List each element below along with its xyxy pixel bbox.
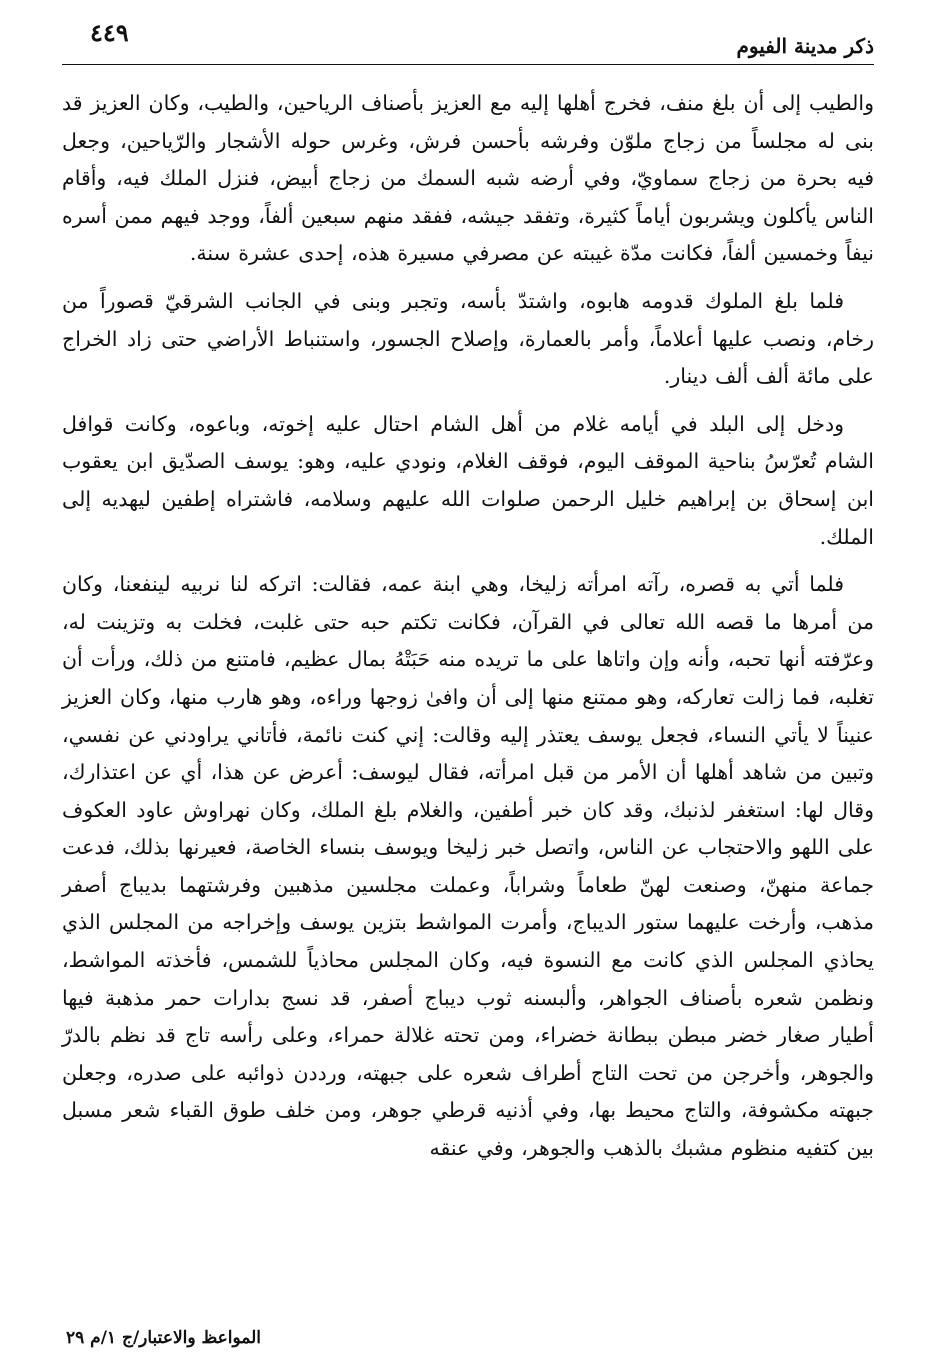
paragraph: ودخل إلى البلد في أيامه غلام من أهل الشام احتال عليه إخوته، وباعوه، وكانت قوافل الشام تُعرّسُ بناحية الموقف اليوم، فوقف الغلام، ونودي عليه، وهو: يوسف الصدّيق ابن يعقوب ابن إسحاق بن إبراهيم خليل الرحمن صلوات الله عليهم وسلامه، فاشتراه إطفين ليهديه إلى الملك.	[62, 411, 874, 549]
page-number: ٤٤٩	[90, 18, 129, 47]
signature-footer: المواعظ والاعتبار/ج ١/م ٢٩	[66, 1328, 262, 1348]
paragraph: فلما أتي به قصره، رآته امرأته زليخا، وهي ابنة عمه، فقالت: اتركه لنا نربيه لينفعنا، وكان من أمرها ما قصه الله تعالى في القرآن، فكانت تكتم حبه حتى غلبت، فخلت به وتزينت له، وعرّفته أنها تحبه، وأنه وإن واتاها على ما تريده منه حَبَتْهُ بمال عظيم، فامتنع من ذلك، ورأت أن تغلبه، فما زالت تعاركه، وهو ممتنع منها إلى أن وافىٰ زوجها وراءه، وهو هارب منها، وكان العزيز عنيناً لا يأتي النساء، فجعل يوسف يعتذر إليه وقالت: إني كنت نائمة، فأتاني يراودني عن نفسي، وتبين من شاهد أهلها أن الأمر من قبل امرأته، فقال ليوسف: أعرض عن هذا، أي عن اعتذارك، وقال لها: استغفر لذنبك، وقد كان خبر أطفين، والغلام بلغ الملك، وكان نهراوش عاود العكوف على اللهو والاحتجاب عن الناس، واتصل خبر زليخا ويوسف بنساء الخاصة، فعيرنها بذلك، فدعت جماعة منهنّ، وصنعت لهنّ طعاماً وشراباً، وعملت مجلسين مذهبين وفرشتهما بديباج أصفر مذهب، وأرخت عليهما ستور الديباج، وأمرت المواشط بتزين يوسف وإخراجه من المجلس الذي يحاذي المجلس الذي كانت مع النسوة فيه، وكان المجلس محاذياً للشمس، فأخذته المواشط، ونظمن شعره بأصناف الجواهر، وألبسنه ثوب ديباج أصفر، قد نسج بدارات حمر مذهبة فيها أطيار صغار خضر مبطن ببطانة خضراء، ومن تحته غلالة حمراء، وعلى رأسه تاج قد نظم بالدرّ والجوهر، وأخرجن من تحت التاج أطراف شعره على جبهته، ورددن ذوائبه على صدره، وجعلن جبهته مكشوفة، والتاج محيط بها، وفي أذنيه قرطي جوهر، ومن خلف طوق القباء شعر مسبل بين كتفيه منظوم مشبك بالذهب والجوهر، وفي عنقه	[62, 572, 874, 1161]
paragraph: فلما بلغ الملوك قدومه هابوه، واشتدّ بأسه، وتجبر وبنى في الجانب الشرقيّ قصوراً من رخام، ونصب عليها أعلاماً، وأمر بالعمارة، وإصلاح الجسور، واستنباط الأراضي حتى زاد الخراج على مائة ألف ألف دينار.	[62, 288, 874, 389]
running-head	[62, 14, 874, 65]
book-page	[62, 14, 874, 1354]
body-text	[62, 85, 874, 1168]
paragraph: والطيب إلى أن بلغ منف، فخرج أهلها إليه مع العزيز بأصناف الرياحين، والطيب، وكان العزيز قد بنى له مجلساً من زجاج ملوّن وفرشه بأحسن فرش، وغرس حوله الأشجار والرّياحين، وجعل فيه بحرة من زجاج سماويّ، وفي أرضه شبه السمك من زجاج أبيض، فنزل الملك فيه، وأقام الناس يأكلون ويشربون أياماً كثيرة، وتفقد جيشه، ففقد منهم سبعين ألفاً، ووجد فيهم ممن أسره نيفاً وخمسين ألفاً، فكانت مدّة غيبته عن مصرفي مسيرة هذه، إحدى عشرة سنة.	[62, 91, 874, 266]
running-title: ذكر مدينة الفيوم	[736, 34, 874, 58]
